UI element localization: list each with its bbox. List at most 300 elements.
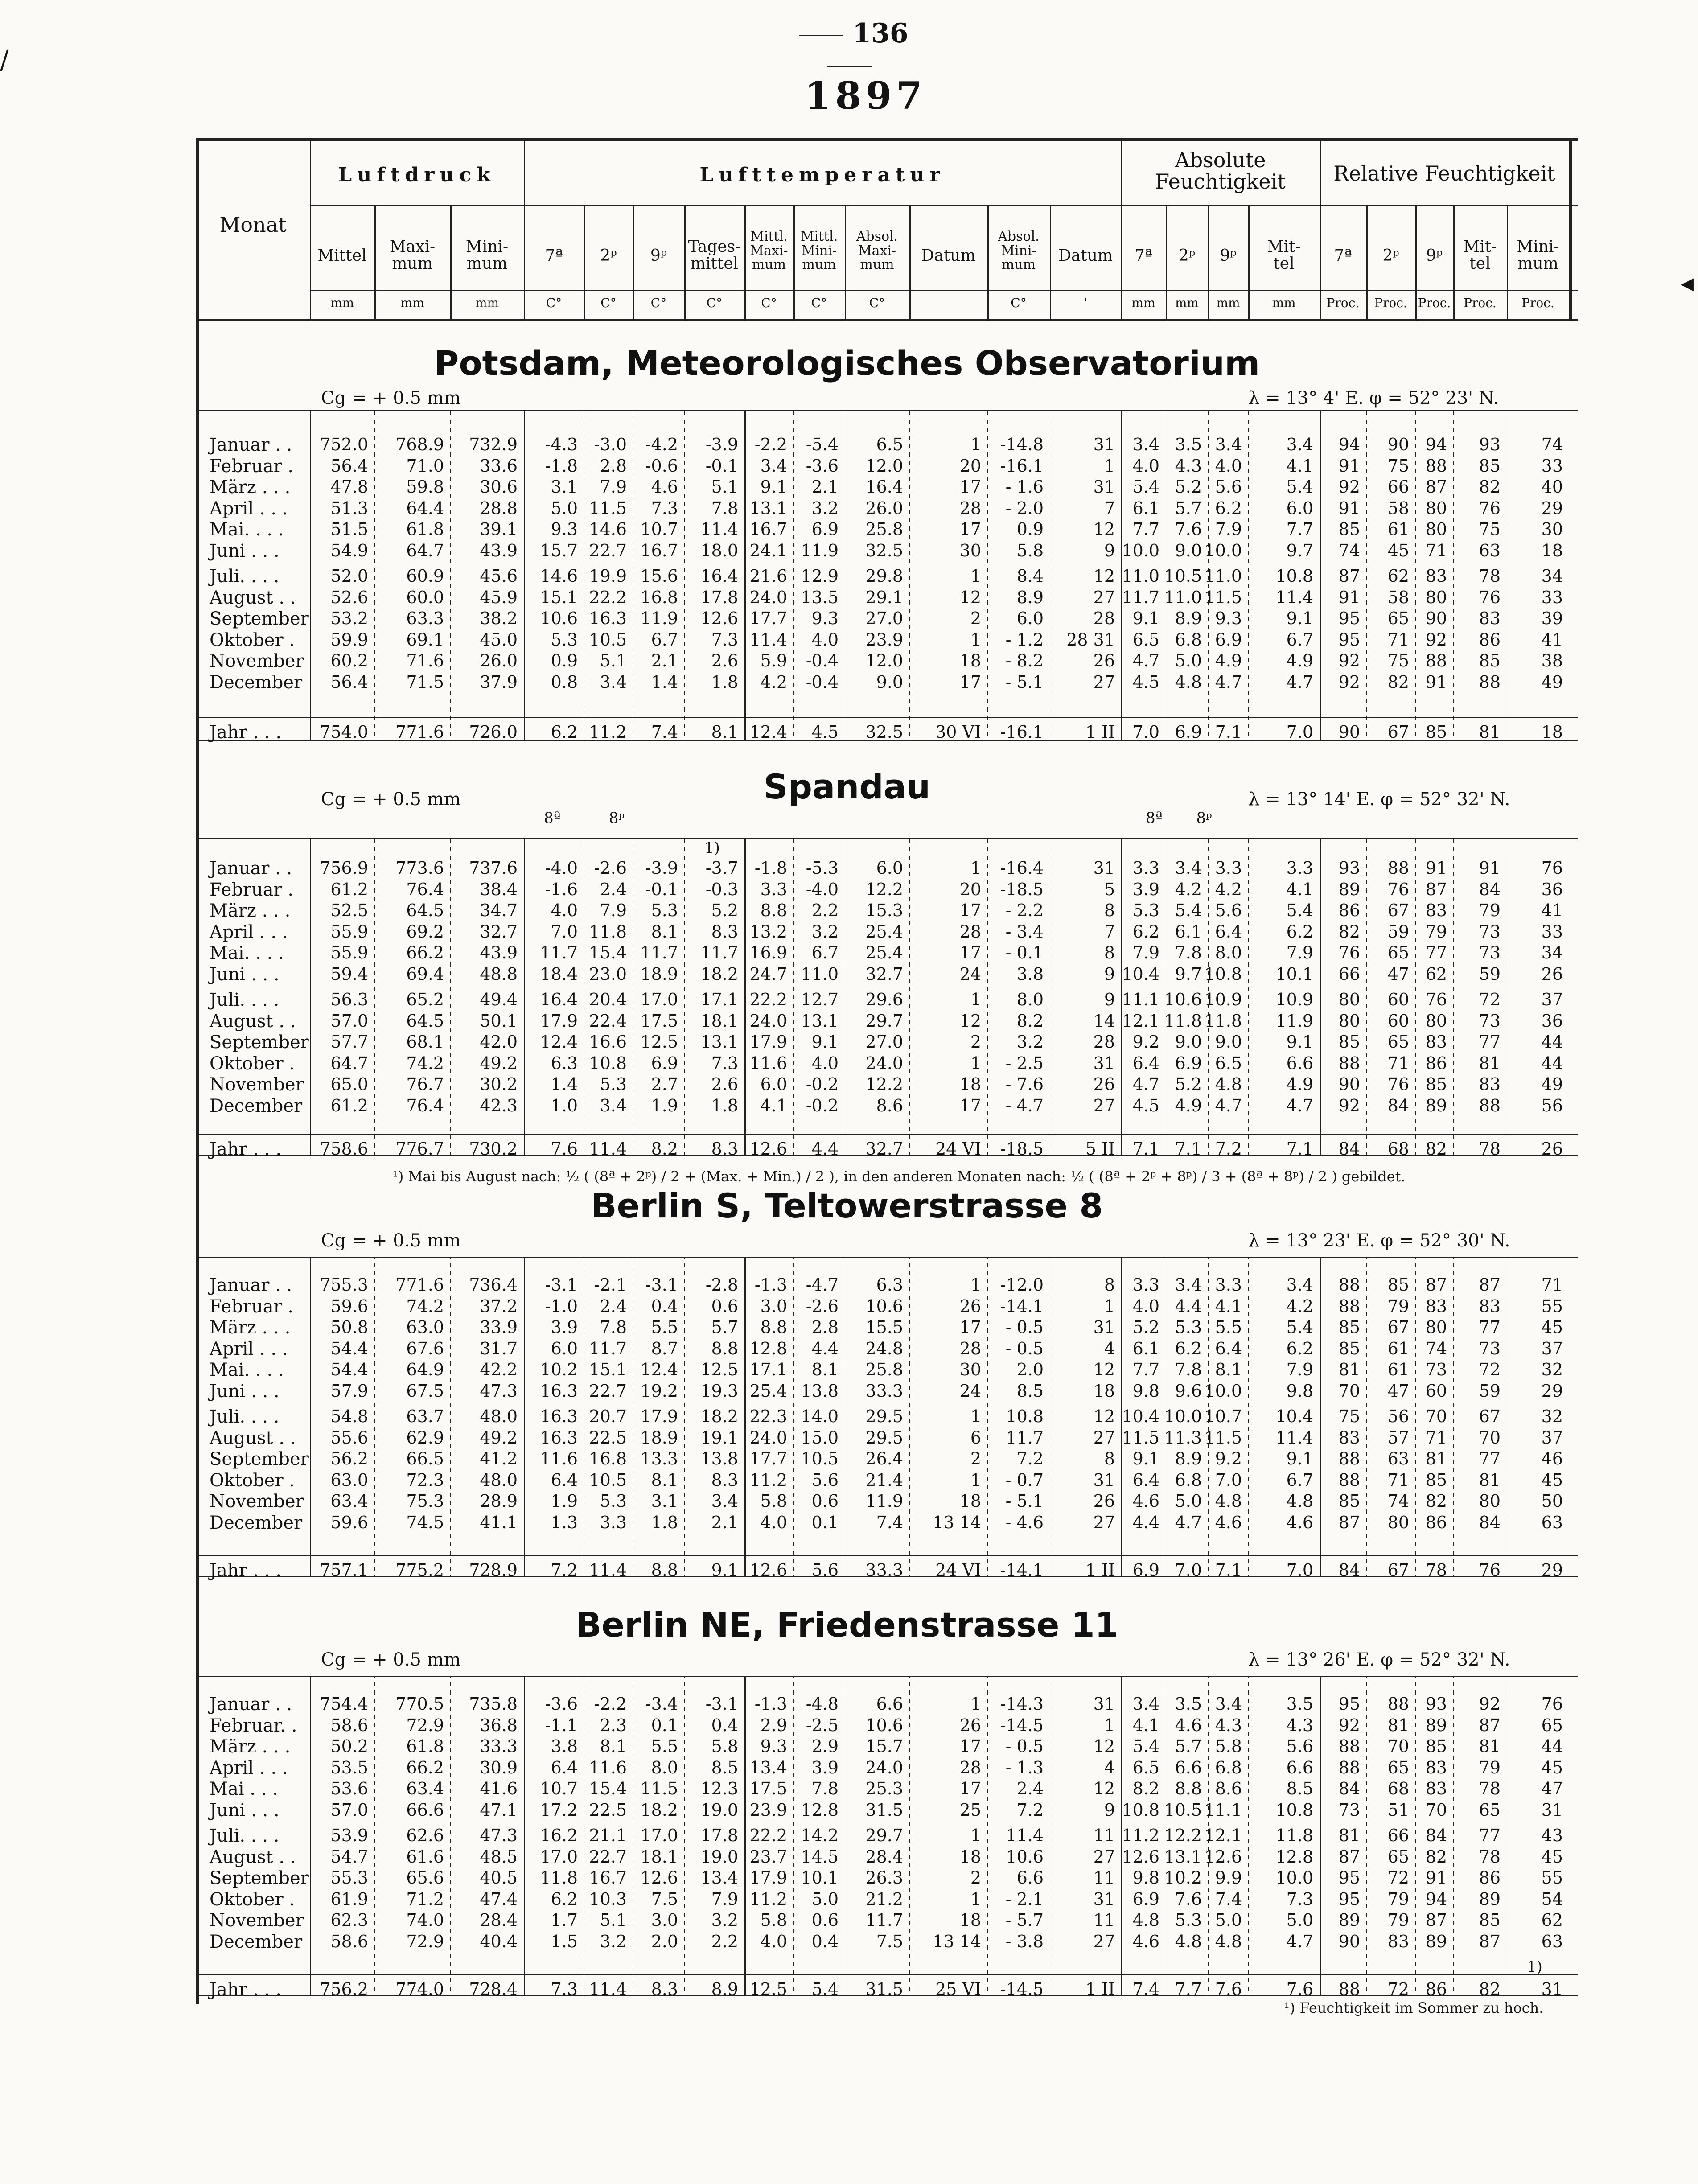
data-cell: 84: [1479, 1512, 1501, 1532]
data-cell: 95: [1338, 609, 1360, 628]
block-group-divider: [524, 1257, 525, 1576]
jahr-cell: 1 II: [1085, 1979, 1115, 1999]
data-cell: 4.5: [1132, 1095, 1159, 1115]
data-cell: 63.7: [406, 1407, 444, 1426]
block-col-divider: [793, 838, 794, 1155]
data-cell: -4.3: [545, 435, 578, 454]
month-label: August . .: [210, 1427, 296, 1448]
data-cell: 5.0: [1175, 1491, 1202, 1511]
data-cell: 15.7: [865, 1736, 903, 1756]
header-col-6: Tages- mittel: [688, 238, 741, 273]
data-cell: 14.2: [801, 1826, 839, 1845]
jahr-cell: 32.5: [865, 722, 903, 742]
data-cell: 8: [1104, 1275, 1115, 1295]
data-cell: 76: [1479, 587, 1501, 607]
data-cell: 5.4: [1286, 901, 1313, 920]
data-cell: 5.6: [811, 1470, 839, 1490]
data-cell: 65: [1387, 609, 1409, 628]
data-cell: 47.3: [480, 1826, 518, 1845]
data-cell: -0.2: [806, 1074, 839, 1094]
jahr-cell: 726.0: [469, 722, 518, 742]
data-cell: 7.3: [711, 1053, 738, 1073]
jahr-label: Jahr . . .: [210, 1139, 282, 1160]
data-cell: 4.7: [1286, 1095, 1313, 1115]
data-cell: 58.6: [330, 1715, 368, 1735]
block-group-divider: [524, 410, 525, 740]
data-cell: 23.9: [749, 1800, 787, 1820]
data-cell: 17.1: [749, 1360, 787, 1379]
data-cell: 94: [1338, 435, 1360, 454]
data-cell: 37: [1541, 1427, 1563, 1448]
data-cell: 9.0: [1175, 1032, 1202, 1052]
data-cell: 37.9: [480, 672, 518, 692]
data-cell: 43: [1541, 1826, 1563, 1845]
data-cell: 80: [1425, 1011, 1447, 1031]
data-cell: 17.2: [540, 1800, 578, 1820]
data-cell: 1: [970, 990, 981, 1009]
data-cell: 10.6: [865, 1715, 903, 1735]
data-cell: 15.3: [865, 901, 903, 920]
data-cell: 11.4: [749, 629, 787, 650]
month-label: März . . .: [210, 1736, 291, 1757]
data-cell: 9.8: [1286, 1381, 1313, 1401]
block-col-divider: [450, 838, 451, 1155]
data-cell: 1.8: [711, 672, 738, 692]
footnote-mark: 1): [1527, 1958, 1542, 1976]
data-cell: 4.6: [1175, 1715, 1202, 1735]
data-cell: 21.6: [749, 566, 787, 586]
data-cell: 9.3: [760, 1736, 787, 1756]
data-cell: 5.2: [1132, 1317, 1159, 1337]
data-cell: 11.2: [749, 1889, 787, 1909]
data-cell: 9.3: [811, 609, 839, 628]
data-cell: 3.2: [1016, 1032, 1044, 1052]
data-cell: 0.6: [811, 1491, 839, 1511]
data-cell: 11.7: [1122, 587, 1159, 607]
data-cell: 2.7: [651, 1074, 678, 1094]
data-cell: 80: [1425, 498, 1447, 518]
month-label: Juli. . . .: [210, 1826, 280, 1846]
data-cell: 33: [1541, 921, 1563, 942]
data-cell: 8: [1104, 943, 1115, 962]
data-cell: 5.9: [760, 651, 787, 670]
data-cell: 62.9: [406, 1427, 444, 1448]
month-label: December: [210, 1931, 303, 1952]
data-cell: 16.7: [589, 1868, 627, 1888]
data-cell: 90: [1425, 609, 1447, 628]
data-cell: 5.3: [600, 1491, 627, 1511]
data-cell: 13 14: [933, 1512, 981, 1532]
month-label: Februar. .: [210, 1715, 297, 1736]
data-cell: 6.2: [1286, 1338, 1313, 1358]
header-unit-12: ': [1084, 296, 1087, 310]
data-cell: -4.2: [645, 435, 678, 454]
data-cell: 57.7: [330, 1032, 368, 1052]
data-cell: 72.9: [406, 1715, 444, 1735]
data-cell: 6.4: [1215, 1338, 1242, 1358]
data-cell: 12.6: [1204, 1847, 1242, 1867]
data-cell: 17: [959, 901, 981, 920]
data-cell: 80: [1425, 1317, 1447, 1337]
data-cell: 61.6: [406, 1847, 444, 1867]
data-cell: 19.0: [700, 1847, 738, 1867]
jahr-cell: 12.6: [749, 1560, 787, 1580]
data-cell: 1.4: [551, 1074, 578, 1094]
data-cell: 4: [1104, 1338, 1115, 1358]
header-col-15: 9ᵖ: [1220, 247, 1237, 265]
data-cell: 33.3: [865, 1381, 903, 1401]
data-cell: 6.8: [1215, 1757, 1242, 1777]
month-label: März . . .: [210, 901, 291, 921]
data-cell: 10.8: [1204, 964, 1242, 984]
data-cell: 42.3: [480, 1095, 518, 1115]
header-col-21: Mini- mum: [1517, 238, 1559, 273]
data-cell: 17.7: [749, 609, 787, 628]
data-cell: 8.3: [711, 921, 738, 942]
data-cell: 26.0: [480, 651, 518, 670]
data-cell: 6.7: [1286, 629, 1313, 650]
data-cell: 79: [1387, 1889, 1409, 1909]
data-cell: -5.4: [806, 435, 839, 454]
month-label: November: [210, 1491, 304, 1512]
data-cell: 11.9: [640, 609, 678, 628]
data-cell: 8.1: [651, 921, 678, 942]
jahr-cell: 26: [1541, 1139, 1563, 1159]
month-label: Juni . . .: [210, 1381, 280, 1402]
data-cell: 6.6: [1175, 1757, 1202, 1777]
data-cell: 7.3: [1286, 1889, 1313, 1909]
data-cell: 1: [970, 566, 981, 586]
data-cell: 11: [1093, 1826, 1115, 1845]
data-cell: 10.8: [1122, 1800, 1159, 1820]
data-cell: 65: [1387, 1757, 1409, 1777]
block-top-rule: [196, 410, 1578, 411]
station-title: Berlin S, Teltowerstrasse 8: [591, 1186, 1103, 1226]
jahr-cell: 757.1: [320, 1560, 368, 1580]
data-cell: 6.3: [876, 1275, 903, 1295]
header-unit-5: C°: [650, 296, 667, 310]
data-cell: 3.8: [1016, 964, 1044, 984]
month-label: September: [210, 609, 309, 629]
data-cell: 10.8: [1275, 566, 1313, 586]
block-col-divider: [1453, 1676, 1454, 1995]
data-cell: 8.9: [1175, 609, 1202, 628]
month-label: August . .: [210, 587, 296, 608]
data-cell: 29: [1541, 498, 1563, 518]
data-cell: 58: [1387, 498, 1409, 518]
header-unit-9: C°: [869, 296, 885, 310]
data-cell: 70: [1387, 1736, 1409, 1756]
data-cell: 3.0: [760, 1296, 787, 1316]
data-cell: 82: [1425, 1491, 1447, 1511]
jahr-cell: 84: [1338, 1560, 1360, 1580]
header-monat: Monat: [219, 213, 287, 237]
data-cell: 4.7: [1286, 672, 1313, 692]
data-cell: 10.6: [540, 609, 578, 628]
data-cell: 30: [959, 1360, 981, 1379]
data-cell: 12.0: [865, 456, 903, 476]
header-mid-rule: [310, 205, 1578, 206]
data-cell: 92: [1338, 672, 1360, 692]
data-cell: 13.1: [801, 1011, 839, 1031]
data-cell: 7.8: [711, 498, 738, 518]
data-cell: 5.5: [651, 1736, 678, 1756]
data-cell: 25.3: [865, 1779, 903, 1798]
block-group-divider: [744, 838, 746, 1155]
data-cell: -12.0: [1000, 1275, 1044, 1295]
data-cell: 50.2: [330, 1736, 368, 1756]
data-cell: 14: [1093, 1011, 1115, 1031]
data-cell: 15.4: [589, 943, 627, 962]
data-cell: 85: [1338, 1338, 1360, 1358]
data-cell: 6.2: [1132, 921, 1159, 942]
data-cell: 11.9: [801, 540, 839, 560]
data-cell: 10.7: [1204, 1407, 1242, 1426]
block-jahr-rule: [196, 1555, 1578, 1556]
data-cell: 6.5: [876, 435, 903, 454]
jahr-cell: 774.0: [395, 1979, 444, 1999]
data-cell: 92: [1338, 1715, 1360, 1735]
jahr-cell: 7.1: [1175, 1139, 1202, 1159]
header-unit-0: mm: [330, 296, 354, 310]
data-cell: 5.0: [1175, 651, 1202, 670]
data-cell: -4.7: [806, 1275, 839, 1295]
data-cell: 93: [1479, 435, 1501, 454]
data-cell: - 8.2: [1005, 651, 1044, 670]
data-cell: 92: [1338, 1095, 1360, 1115]
data-cell: 28: [1093, 1032, 1115, 1052]
data-cell: - 3.8: [1005, 1931, 1044, 1951]
month-label: Januar . .: [210, 1275, 292, 1296]
data-cell: -5.3: [806, 858, 839, 878]
data-cell: 84: [1479, 879, 1501, 899]
data-cell: 66.6: [406, 1800, 444, 1820]
month-label: September: [210, 1868, 309, 1888]
data-cell: 0.6: [811, 1910, 839, 1930]
data-cell: - 5.7: [1005, 1910, 1044, 1930]
data-cell: 7.9: [1286, 943, 1313, 962]
data-cell: 88: [1338, 1053, 1360, 1073]
data-cell: 8.8: [760, 901, 787, 920]
data-cell: 28: [959, 921, 981, 942]
data-cell: 3.5: [1175, 1694, 1202, 1714]
data-cell: 19.0: [700, 1800, 738, 1820]
data-cell: 8.5: [1016, 1381, 1044, 1401]
data-cell: 66: [1387, 1826, 1409, 1845]
data-cell: 10.8: [1275, 1800, 1313, 1820]
data-cell: 56.4: [330, 456, 368, 476]
data-cell: 16.3: [540, 1407, 578, 1426]
data-cell: 4.6: [1286, 1512, 1313, 1532]
data-cell: 67: [1479, 1407, 1501, 1426]
header-col-20: Mit- tel: [1463, 238, 1497, 273]
data-cell: 16.8: [640, 587, 678, 607]
data-cell: 84: [1425, 1826, 1447, 1845]
data-cell: 62: [1425, 964, 1447, 984]
data-cell: 8.1: [811, 1360, 839, 1379]
data-cell: 12.9: [801, 566, 839, 586]
data-cell: 10.5: [1164, 1800, 1202, 1820]
data-cell: 12.4: [540, 1032, 578, 1052]
data-cell: 10.8: [1006, 1407, 1044, 1426]
header-col-18: 2ᵖ: [1382, 247, 1399, 265]
data-cell: 36: [1541, 879, 1563, 899]
header-unit-2: mm: [475, 296, 499, 310]
data-cell: 11: [1093, 1868, 1115, 1888]
data-cell: 18.2: [640, 1800, 678, 1820]
data-cell: - 5.1: [1005, 672, 1044, 692]
data-cell: -1.1: [545, 1715, 578, 1735]
data-cell: 92: [1338, 651, 1360, 670]
data-cell: -1.3: [754, 1694, 787, 1714]
header-unit-1: mm: [400, 296, 424, 310]
data-cell: 7.3: [651, 498, 678, 518]
data-cell: 18: [959, 1847, 981, 1867]
data-cell: 48.5: [480, 1847, 518, 1867]
jahr-cell: 78: [1425, 1560, 1447, 1580]
data-cell: 57.0: [330, 1011, 368, 1031]
data-cell: 64.5: [406, 1011, 444, 1031]
data-cell: 22.5: [589, 1800, 627, 1820]
data-cell: 95: [1338, 1694, 1360, 1714]
data-cell: -14.3: [1000, 1694, 1044, 1714]
data-cell: 7.8: [600, 1317, 627, 1337]
data-cell: 1: [1104, 456, 1115, 476]
data-cell: 25.8: [865, 1360, 903, 1379]
jahr-cell: 25 VI: [935, 1979, 981, 1999]
data-cell: 4.0: [1132, 456, 1159, 476]
data-cell: 2.9: [760, 1715, 787, 1735]
data-cell: 81: [1338, 1360, 1360, 1379]
data-cell: 7.9: [711, 1889, 738, 1909]
data-cell: 17.0: [640, 990, 678, 1009]
data-cell: 1: [970, 1826, 981, 1845]
data-cell: 12.1: [1122, 1011, 1159, 1031]
data-cell: 5.1: [600, 651, 627, 670]
data-cell: 4.7: [1215, 1095, 1242, 1115]
station-coords: λ = 13° 23' E. φ = 52° 30' N.: [1248, 1230, 1510, 1251]
month-label: December: [210, 1095, 303, 1116]
data-cell: 4.9: [1286, 1074, 1313, 1094]
data-cell: 15.1: [589, 1360, 627, 1379]
data-cell: 9: [1104, 964, 1115, 984]
data-cell: 88: [1338, 1736, 1360, 1756]
data-cell: 4.8: [1132, 1910, 1159, 1930]
data-cell: 41.2: [480, 1449, 518, 1468]
data-cell: 11.6: [589, 1757, 627, 1777]
data-cell: 3.2: [600, 1931, 627, 1951]
data-cell: 15.0: [801, 1427, 839, 1448]
data-cell: 77: [1479, 1032, 1501, 1052]
data-cell: 65.0: [330, 1074, 368, 1094]
data-cell: 1: [970, 1407, 981, 1426]
data-cell: 8.0: [1016, 990, 1044, 1009]
data-cell: 6.9: [1175, 1053, 1202, 1073]
month-label: Januar . .: [210, 1694, 292, 1715]
header-absolute-feuchtigkeit: Absolute Feuchtigkeit: [1155, 148, 1286, 194]
data-cell: 71: [1387, 1053, 1409, 1073]
data-cell: 10.4: [1122, 1407, 1159, 1426]
jahr-cell: 68: [1387, 1139, 1409, 1159]
data-cell: 59.6: [330, 1512, 368, 1532]
month-label: Mai. . . .: [210, 943, 284, 963]
data-cell: 76: [1338, 943, 1360, 962]
left-table-rule: [196, 319, 199, 2004]
jahr-label: Jahr . . .: [210, 722, 282, 743]
data-cell: 9: [1104, 990, 1115, 1009]
data-cell: 13.1: [749, 498, 787, 518]
data-cell: 95: [1338, 1889, 1360, 1909]
data-cell: 5.3: [551, 629, 578, 650]
data-cell: 24.0: [749, 1427, 787, 1448]
jahr-cell: 11.4: [589, 1139, 627, 1159]
data-cell: 51.3: [330, 498, 368, 518]
data-cell: 49.2: [480, 1053, 518, 1073]
data-cell: 16.4: [700, 566, 738, 586]
data-cell: 4: [1104, 1757, 1115, 1777]
data-cell: 1.8: [711, 1095, 738, 1115]
data-cell: 1.7: [551, 1910, 578, 1930]
data-cell: 24.0: [865, 1757, 903, 1777]
data-cell: 79: [1387, 1296, 1409, 1316]
data-cell: 2.4: [600, 879, 627, 899]
data-cell: 11: [1093, 1910, 1115, 1930]
data-cell: 22.4: [589, 1011, 627, 1031]
data-cell: 87: [1338, 1847, 1360, 1867]
data-cell: 63.3: [406, 609, 444, 628]
data-cell: 61.2: [330, 879, 368, 899]
data-cell: 4.8: [1215, 1491, 1242, 1511]
data-cell: -1.8: [545, 456, 578, 476]
data-cell: 95: [1338, 1868, 1360, 1888]
data-cell: - 1.3: [1005, 1757, 1044, 1777]
data-cell: 75: [1479, 519, 1501, 539]
data-cell: 2.2: [811, 901, 839, 920]
data-cell: 3.4: [1175, 1275, 1202, 1295]
data-cell: 11.8: [1275, 1826, 1313, 1845]
data-cell: 27.0: [865, 1032, 903, 1052]
data-cell: 11.1: [1122, 990, 1159, 1009]
data-cell: 91: [1338, 587, 1360, 607]
data-cell: 6.8: [1175, 629, 1202, 650]
block-col-divider: [374, 1676, 375, 1995]
data-cell: 56.2: [330, 1449, 368, 1468]
data-cell: 50: [1541, 1491, 1563, 1511]
data-cell: 61: [1387, 519, 1409, 539]
data-cell: 3.5: [1286, 1694, 1313, 1714]
data-cell: 1.4: [651, 672, 678, 692]
data-cell: 19.1: [700, 1427, 738, 1448]
data-cell: 90: [1338, 1074, 1360, 1094]
data-cell: 18.2: [700, 964, 738, 984]
data-cell: 9.1: [760, 477, 787, 497]
data-cell: 7.9: [1215, 519, 1242, 539]
data-cell: -3.9: [705, 435, 738, 454]
data-cell: 1: [1104, 1296, 1115, 1316]
data-cell: 54: [1541, 1889, 1563, 1909]
month-label: April . . .: [210, 1757, 288, 1778]
data-cell: 43.9: [480, 540, 518, 560]
data-cell: 6.2: [551, 1889, 578, 1909]
data-cell: 76: [1387, 879, 1409, 899]
header-unit-6: C°: [706, 296, 723, 310]
data-cell: 4.4: [811, 1338, 839, 1358]
data-cell: 11.7: [1006, 1427, 1044, 1448]
data-cell: 7.8: [1175, 1360, 1202, 1379]
jahr-cell: 8.2: [651, 1139, 678, 1159]
data-cell: 5.2: [1175, 477, 1202, 497]
data-cell: 3.3: [1132, 858, 1159, 878]
